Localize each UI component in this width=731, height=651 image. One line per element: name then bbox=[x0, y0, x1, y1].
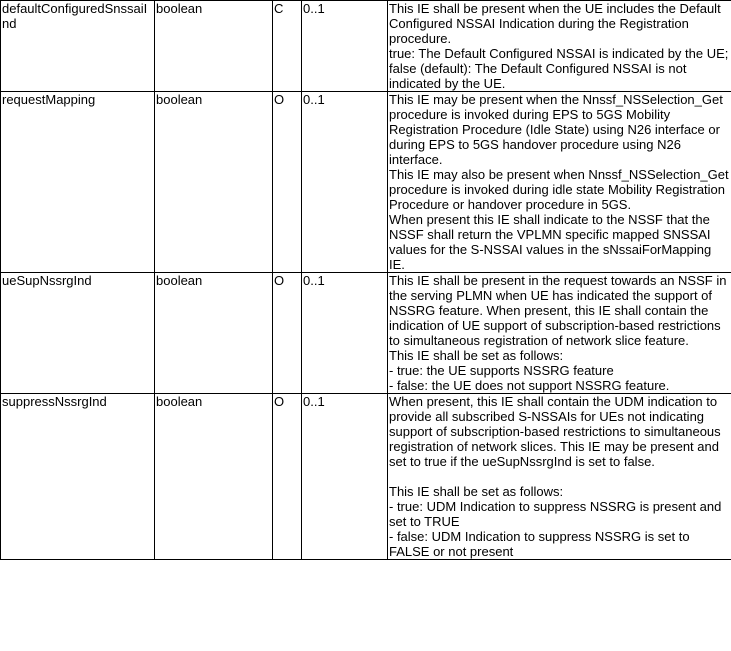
description-cell bbox=[388, 394, 731, 560]
description-cell bbox=[388, 1, 731, 92]
table-row bbox=[1, 1, 731, 92]
description-line: When present this IE shall indicate to the NSSF that the NSSF shall return the VPLMN specific mapped SNSSAI values for the S-NSSAI values in the sNssaiForMapping IE. bbox=[389, 212, 712, 272]
data-type-cell: boolean bbox=[155, 394, 273, 560]
description-line: This IE shall be present in the request towards an NSSF in the serving PLMN when UE has indicated the support of NSSRG feature. When present, this IE shall contain the indication of UE support of subscription-based restrictions to simultaneous registration of network slice feature. bbox=[389, 273, 727, 348]
cardinality-cell: 0..1 bbox=[302, 1, 388, 92]
description-line: true: The Default Configured NSSAI is indicated by the UE; bbox=[389, 46, 729, 61]
attribute-name-cell: requestMapping bbox=[1, 92, 155, 273]
description-line: - false: the UE does not support NSSRG feature. bbox=[389, 378, 670, 393]
description-line: This IE shall be present when the UE includes the Default Configured NSSAI Indication during the Registration procedure. bbox=[389, 1, 721, 46]
cardinality-cell: 0..1 bbox=[302, 273, 388, 394]
description-line: - false: UDM Indication to suppress NSSRG is set to FALSE or not present bbox=[389, 529, 690, 559]
cardinality-cell: 0..1 bbox=[302, 92, 388, 273]
description-line: This IE shall be set as follows: bbox=[389, 484, 564, 499]
description-cell bbox=[388, 273, 731, 394]
description-line: When present, this IE shall contain the UDM indication to provide all subscribed S-NSSAIs for UEs not indicating support of subscription-based restrictions to simultaneous registration of network slices. This IE may be present and set to true if the ueSupNssrgInd is set to false. bbox=[389, 394, 721, 469]
attribute-name-cell: suppressNssrgInd bbox=[1, 394, 155, 560]
presence-cell: O bbox=[273, 273, 302, 394]
description-line: - true: the UE supports NSSRG feature bbox=[389, 363, 614, 378]
data-type-cell: boolean bbox=[155, 273, 273, 394]
presence-cell: O bbox=[273, 394, 302, 560]
table-row bbox=[1, 273, 731, 394]
attribute-name-cell: defaultConfiguredSnssaiInd bbox=[1, 1, 155, 92]
presence-cell: C bbox=[273, 1, 302, 92]
description-line bbox=[389, 469, 730, 484]
table-row bbox=[1, 92, 731, 273]
table-body bbox=[1, 1, 731, 560]
cardinality-cell: 0..1 bbox=[302, 394, 388, 560]
description-line: This IE shall be set as follows: bbox=[389, 348, 564, 363]
attribute-name-cell: ueSupNssrgInd bbox=[1, 273, 155, 394]
description-line: - true: UDM Indication to suppress NSSRG is present and set to TRUE bbox=[389, 499, 722, 529]
description-cell bbox=[388, 92, 731, 273]
data-type-cell: boolean bbox=[155, 1, 273, 92]
description-line: This IE may be present when the Nnssf_NSSelection_Get procedure is invoked during EPS to 5GS Mobility Registration Procedure (Idle State) using N26 interface or during EPS to 5GS handover procedure using N26 interface. bbox=[389, 92, 723, 167]
presence-cell: O bbox=[273, 92, 302, 273]
data-type-cell: boolean bbox=[155, 92, 273, 273]
description-line: false (default): The Default Configured NSSAI is not indicated by the UE. bbox=[389, 61, 687, 91]
table-row bbox=[1, 394, 731, 560]
description-line: This IE may also be present when Nnssf_NSSelection_Get procedure is invoked during idle state Mobility Registration Procedure or handover procedure in 5GS. bbox=[389, 167, 729, 212]
